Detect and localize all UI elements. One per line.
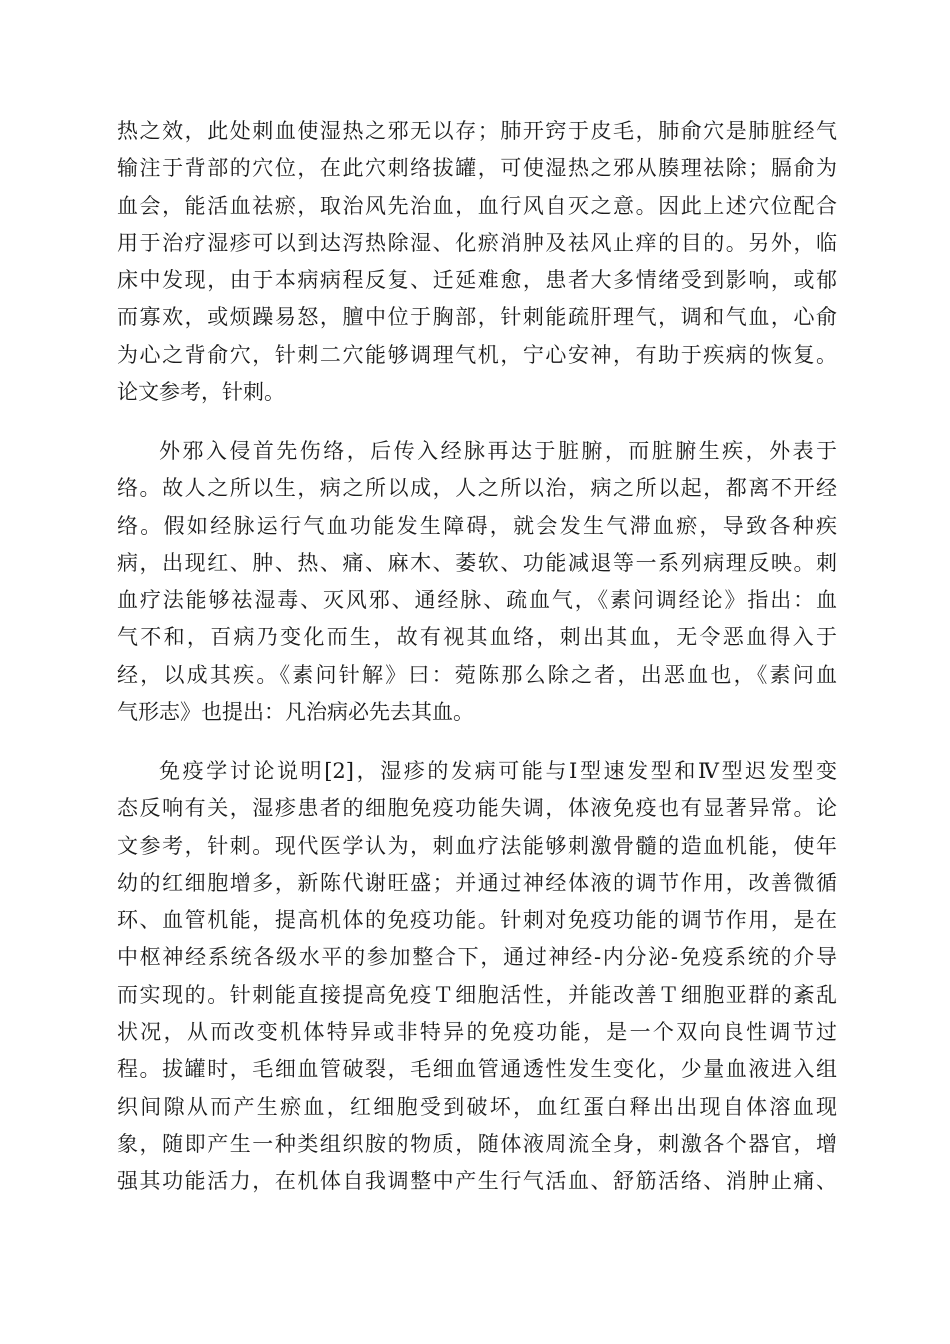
text-line: 而实现的。针刺能直接提高免疫Ｔ细胞活性，并能改善Ｔ细胞亚群的紊乱	[117, 982, 837, 1007]
text-line: 热之效，此处刺血使湿热之邪无以存；肺开窍于皮毛，肺俞穴是肺脏经气	[117, 119, 837, 143]
text-line: 为心之背俞穴，针刺二穴能够调理气机，宁心安神，有助于疾病的恢复。	[117, 342, 837, 367]
text-line: 程。拔罐时，毛细血管破裂，毛细血管通透性发生变化，少量血液进入组	[117, 1057, 837, 1082]
paragraph-3	[117, 753, 837, 1201]
text-line: 络。假如经脉运行气血功能发生障碍，就会发生气滞血瘀，导致各种疾	[117, 513, 837, 538]
text-line: 用于治疗湿疹可以到达泻热除湿、化瘀消肿及祛风止痒的目的。另外，临	[117, 230, 837, 255]
text-line: 状况，从而改变机体特异或非特异的免疫功能，是一个双向良性调节过	[117, 1020, 837, 1045]
text-line: 床中发现，由于本病病程反复、迁延难愈，患者大多情绪受到影响，或郁	[117, 268, 837, 293]
text-line: 病，出现红、肿、热、痛、麻木、萎软、功能减退等一系列病理反映。刺	[117, 550, 837, 575]
text-line: 经，以成其疾。《素问针解》曰：菀陈那么除之者，出恶血也，《素问血	[117, 662, 837, 687]
text-line: 输注于背部的穴位，在此穴刺络拔罐，可使湿热之邪从腠理祛除；膈俞为	[117, 156, 837, 181]
text-line: 而寡欢，或烦躁易怒，膻中位于胸部，针刺能疏肝理气，调和气血，心俞	[117, 305, 837, 330]
text-line: 血疗法能够祛湿毒、灭风邪、通经脉、疏血气，《素问调经论》指出：血	[117, 588, 837, 613]
text-line: 论文参考，针刺。	[117, 380, 285, 405]
text-line: 中枢神经系统各级水平的参加整合下，通过神经-内分泌-免疫系统的介导	[117, 945, 837, 970]
text-line: 幼的红细胞增多，新陈代谢旺盛；并通过神经体液的调节作用，改善微循	[117, 870, 837, 895]
text-line: 外邪入侵首先伤络，后传入经脉再达于脏腑，而脏腑生疾，外表于	[159, 439, 837, 463]
text-line: 织间隙从而产生瘀血，红细胞受到破坏，血红蛋白释出出现自体溶血现	[117, 1094, 837, 1119]
paragraph-2	[117, 433, 837, 731]
text-line: 络。故人之所以生，病之所以成，人之所以治，病之所以起，都离不开经	[117, 476, 837, 501]
text-line: 气不和，百病乃变化而生，故有视其血络，刺出其血，无令恶血得入于	[117, 625, 837, 650]
text-line: 态反响有关，湿疹患者的细胞免疫功能失调，体液免疫也有显著异常。论	[117, 796, 837, 821]
text-line: 文参考，针刺。现代医学认为，刺血疗法能够刺激骨髓的造血机能，使年	[117, 833, 837, 858]
text-line: 象，随即产生一种类组织胺的物质，随体液周流全身，刺激各个器官，增	[117, 1131, 837, 1156]
text-line: 血会，能活血祛瘀，取治风先治血，血行风自灭之意。因此上述穴位配合	[117, 193, 837, 218]
text-line: 免疫学讨论说明[2]，湿疹的发病可能与Ⅰ型速发型和Ⅳ型迟发型变	[159, 759, 837, 783]
text-line: 气形志》也提出：凡治病必先去其血。	[117, 700, 474, 725]
text-line: 强其功能活力，在机体自我调整中产生行气活血、舒筋活络、消肿止痛、	[117, 1169, 837, 1194]
text-line: 环、血管机能，提高机体的免疫功能。针刺对免疫功能的调节作用，是在	[117, 908, 837, 933]
paragraph-1	[117, 113, 837, 411]
